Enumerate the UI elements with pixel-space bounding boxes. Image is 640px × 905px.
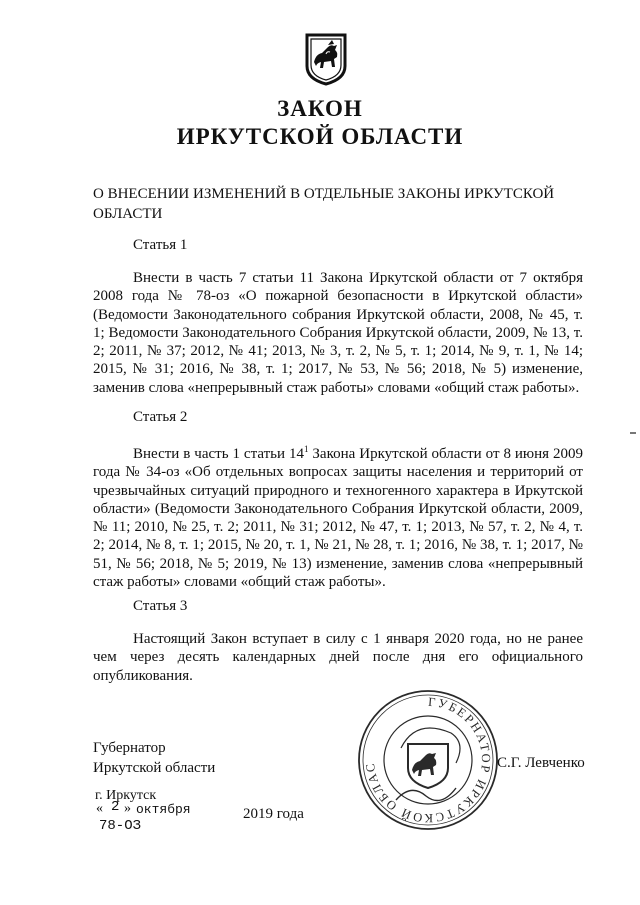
position-line-1: Губернатор: [93, 740, 166, 756]
heading-line-2: ОБЛАСТИ: [93, 206, 163, 222]
law-number: 78-ОЗ: [99, 818, 142, 834]
article-2-text-after: Закона Иркутской области от 8 июня 2009 года № 34-оз «Об отдельных вопросах защиты населения и территорий от чрезвычайных ситуаций природного и техногенного характера в Иркутской области» (Ведомости Законодательного Собрания Иркутской области, 2009, № 11; 2010, № 25, т. 2; 2011, № 31; 2012, № 47, т. 1; 2013, № 57, т. 2, № 4, т. 2; 2014, № 8, т. 1; 2015, № 20, т. 1, № 21, № 28, т. 1; 2016, № 38, т. 1; 2017, № 51, № 56; 2018, № 5; 2019, № 13) изменение, заменив слова «непрерывный стаж работы» словами «общий стаж работы».: [93, 446, 583, 591]
article-2-text: [93, 440, 583, 591]
date-day-close-quote: »: [124, 801, 131, 816]
article-2-superscript: 1: [303, 444, 309, 454]
coat-of-arms-icon: [304, 32, 348, 86]
article-2-text-before: Внести в часть 1 статьи 14: [133, 446, 304, 462]
scan-artifact: [630, 432, 636, 434]
article-2-label: Статья 2: [133, 409, 188, 425]
law-heading: [93, 184, 585, 224]
date-month: октября: [136, 802, 191, 817]
law-title: ЗАКОН: [277, 96, 363, 121]
signing-place: г. Иркутск: [95, 788, 157, 803]
article-1-text: Внести в часть 7 статьи 11 Закона Иркутской области от 7 октября 2008 года № 78-оз «О пожарной безопасности в Иркутской области» (Ведомости Законодательного собрания Иркутской области, 2008, № 45, т. 1; Ведомости Законодательного Собрания Иркутской области, 2009, № 13, т. 2; 2011, № 37; 2012, № 41; 2013, № 3, т. 2, № 5, т. 1; 2014, № 9, т. 1, № 14; 2015, № 31; 2016, № 38, т. 1; 2017, № 53, № 56; 2018, № 5) изменение, заменив слова «непрерывный стаж работы» словами «общий стаж работы».: [93, 270, 583, 396]
signatory-name: С.Г. Левченко: [497, 755, 585, 771]
article-3-label: Статья 3: [133, 598, 188, 614]
position-line-2: Иркутской области: [93, 760, 216, 776]
heading-line-1: О ВНЕСЕНИИ ИЗМЕНЕНИЙ В ОТДЕЛЬНЫЕ ЗАКОНЫ ИРКУТСКОЙ: [93, 186, 555, 202]
seal-stamp-icon: [356, 688, 500, 832]
date-day: 2: [111, 799, 120, 815]
article-1-label: Статья 1: [133, 237, 188, 253]
seal-text: ГУБЕРНАТОР ИРКУТСКОЙ ОБЛАС: [362, 694, 494, 826]
date-year: 2019 года: [243, 806, 304, 822]
date-day-open-quote: «: [96, 801, 103, 816]
region-title: ИРКУТСКОЙ ОБЛАСТИ: [176, 124, 464, 149]
signatory-position: [93, 738, 215, 778]
article-3-text: Настоящий Закон вступает в силу с 1 января 2020 года, но не ранее чем через десять календарных дней после дня его официального опубликования.: [93, 631, 583, 684]
